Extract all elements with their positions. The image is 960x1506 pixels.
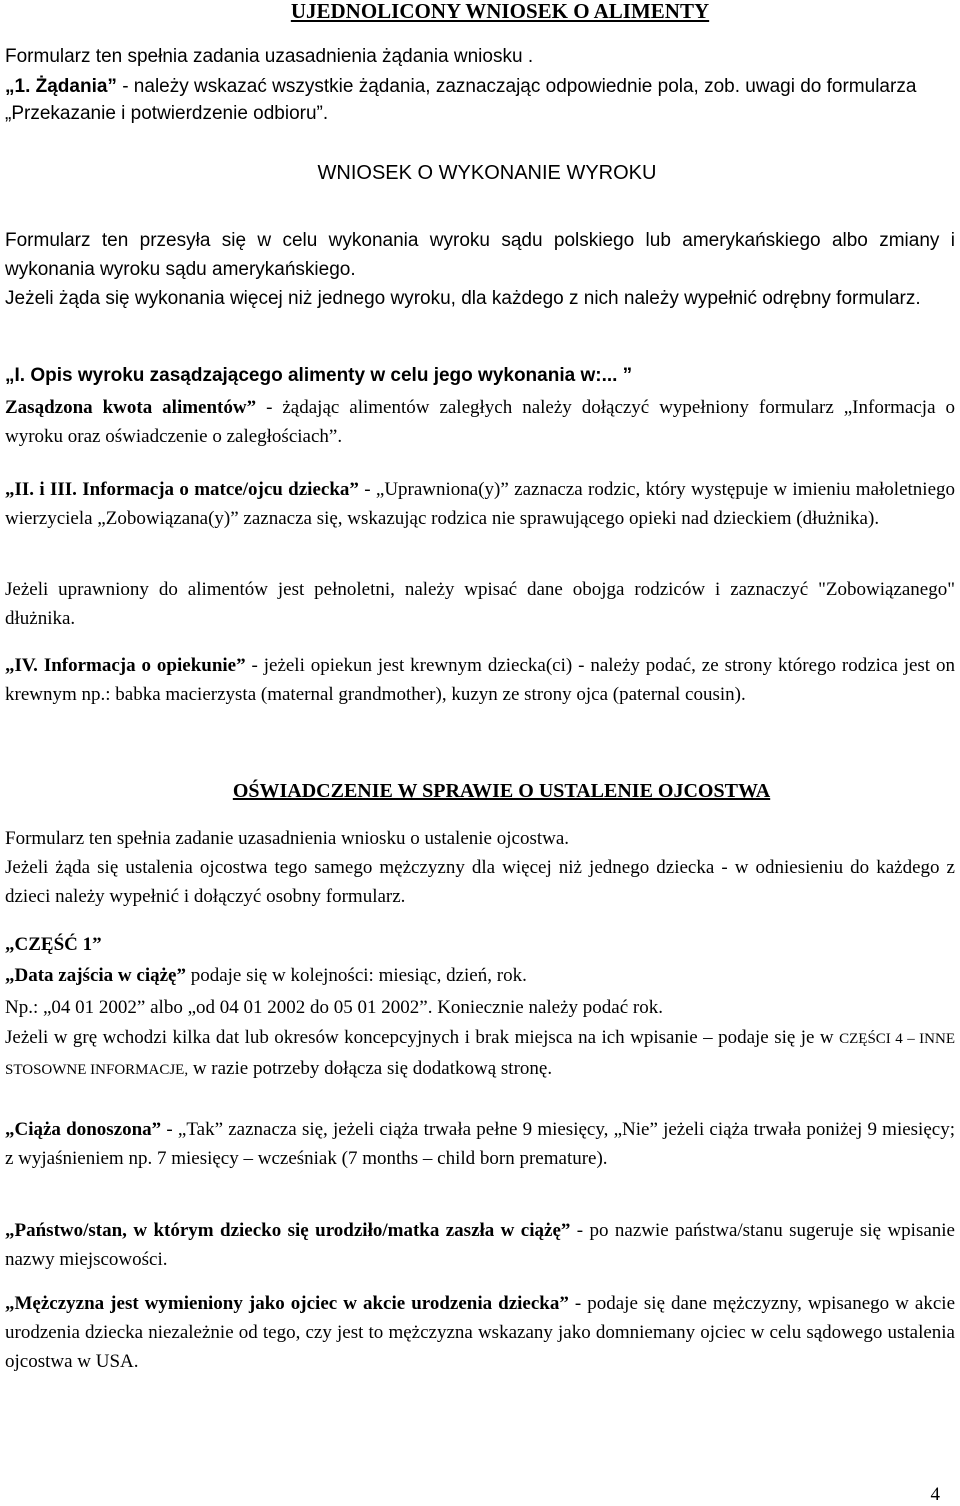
przyklad-daty-line: Np.: „04 01 2002” albo „od 04 01 2002 do 05 01 2002”. Koniecznie należy podać rok. — [5, 997, 663, 1018]
kilka-dat-text-a: Jeżeli w grę wchodzi kilka dat lub okresów koncepcyjnych i brak miejsca na ich wpisanie – podaje się je w — [5, 1027, 840, 1048]
section-heading-wyrok: WNIOSEK O WYKONANIE WYROKU — [317, 162, 657, 184]
section-heading-ojcostwo: OŚWIADCZENIE W SPRAWIE O USTALENIE OJCOSTWA — [232, 780, 771, 802]
data-zajscia-label: „Data zajścia w ciążę” — [5, 965, 186, 986]
zasadzona-kwota-paragraph — [5, 393, 955, 451]
opiekun-text: - jeżeli opiekun jest krewnym dziecka(ci) - należy podać, ze strony którego rodzica jest on krewnym np.: babka macierzysta (maternal grandmother), kuzyn ze strony ojca (paternal cousin). — [5, 655, 955, 705]
ojcostwo-paragraph-1: Formularz ten spełnia zadanie uzasadnienia wniosku o ustalenie ojcostwa. — [5, 828, 570, 849]
data-zajscia-text: podaje się w kolejności: miesiąc, dzień, rok. — [185, 965, 527, 986]
wyrok-paragraph-1: Formularz ten przesyła się w celu wykonania wyroku sądu polskiego lub amerykańskiego albo zmiany i wykonania wyroku sądu amerykańskiego. — [5, 230, 955, 280]
zasadzona-kwota-label: Zasądzona kwota alimentów” — [5, 397, 257, 418]
opis-wyroku-label: „I. Opis wyroku zasądzającego alimenty w celu jego wykonania w:... ” — [5, 365, 633, 386]
mezczyzna-ojciec-text: - podaje się dane mężczyzny, wpisanego w akcie urodzenia dziecka niezależnie od tego, czy jest to mężczyzna wskazany jako domniemany ojciec w celu sądowego ustalenia ojcostwa w USA. — [5, 1293, 956, 1372]
panstwo-stan-label: „Państwo/stan, w którym dziecko się urodziło/matka zaszła w ciążę” — [5, 1220, 571, 1241]
ojcostwo-paragraph-2: Jeżeli żąda się ustalenia ojcostwa tego samego mężczyzny dla więcej niż jednego dziecka - w odniesieniu do każdego z dzieci należy wypełnić i dołączyć osobny formularz. — [5, 857, 955, 907]
ciaza-donoszona-label: „Ciąża donoszona” — [5, 1119, 162, 1140]
rodzic-paragraph — [5, 475, 955, 533]
intro-item-1-text: - należy wskazać wszystkie żądania, zaznaczając odpowiednie pola, zob. uwagi do formularza „Przekazanie i potwierdzenie odbioru”. — [5, 76, 917, 124]
czesc-1-heading — [5, 930, 955, 959]
panstwo-stan-text: - po nazwie państwa/stanu sugeruje się wpisanie nazwy miejscowości. — [5, 1220, 955, 1270]
rodzic-label: „II. i III. Informacja o matce/ojcu dziecka” — [5, 479, 359, 500]
mezczyzna-ojciec-paragraph — [5, 1289, 955, 1376]
uprawniony-paragraph: Jeżeli uprawniony do alimentów jest pełnoletni, należy wpisać dane obojga rodziców i zaznaczyć "Zobowiązanego" dłużnika. — [5, 579, 955, 629]
wyrok-paragraph-2: Jeżeli żąda się wykonania więcej niż jednego wyroku, dla każdego z nich należy wypełnić odrębny formularz. — [5, 288, 921, 309]
page-number: 4 — [930, 1484, 940, 1505]
czesc-4-reference: CZĘŚCI 4 – INNE STOSOWNE INFORMACJE, — [5, 1031, 956, 1078]
panstwo-stan-paragraph — [5, 1216, 955, 1274]
opiekun-label: „IV. Informacja o opiekunie” — [5, 655, 246, 676]
kilka-dat-text-b: w razie potrzeby dołącza się dodatkową stronę. — [188, 1058, 553, 1079]
opis-wyroku-heading — [5, 362, 955, 389]
intro-item-1-label: „1. Żądania” — [5, 76, 117, 97]
ciaza-donoszona-paragraph — [5, 1115, 955, 1173]
intro-item-1 — [5, 73, 955, 127]
kilka-dat-paragraph — [5, 1023, 955, 1085]
czesc-1-label: „CZĘŚĆ 1” — [5, 934, 102, 955]
ciaza-donoszona-text: - „Tak” zaznacza się, jeżeli ciąża trwała pełne 9 miesięcy, „Nie” jeżeli ciąża trwała poniżej 9 miesięcy; z wyjaśnieniem np. 7 miesięcy – wcześniak (7 months – child born premature). — [5, 1119, 955, 1169]
zasadzona-kwota-text: - żądając alimentów zaległych należy dołączyć wypełniony formularz „Informacja o wyroku oraz oświadczenie o zaległościach”. — [5, 397, 955, 447]
intro-line: Formularz ten spełnia zadania uzasadnienia żądania wniosku . — [5, 46, 534, 67]
mezczyzna-ojciec-label: „Mężczyzna jest wymieniony jako ojciec w akcie urodzenia dziecka” — [5, 1293, 569, 1314]
document-title: UJEDNOLICONY WNIOSEK O ALIMENTY — [290, 0, 710, 23]
opiekun-paragraph — [5, 651, 955, 709]
data-zajscia-paragraph — [5, 961, 955, 990]
rodzic-text: - „Uprawniona(y)” zaznacza rodzic, który występuje w imieniu małoletniego wierzyciela „Zobowiązana(y)” zaznacza się, wskazując rodzica nie sprawującego opieki nad dzieckiem (dłużnika). — [5, 479, 955, 529]
